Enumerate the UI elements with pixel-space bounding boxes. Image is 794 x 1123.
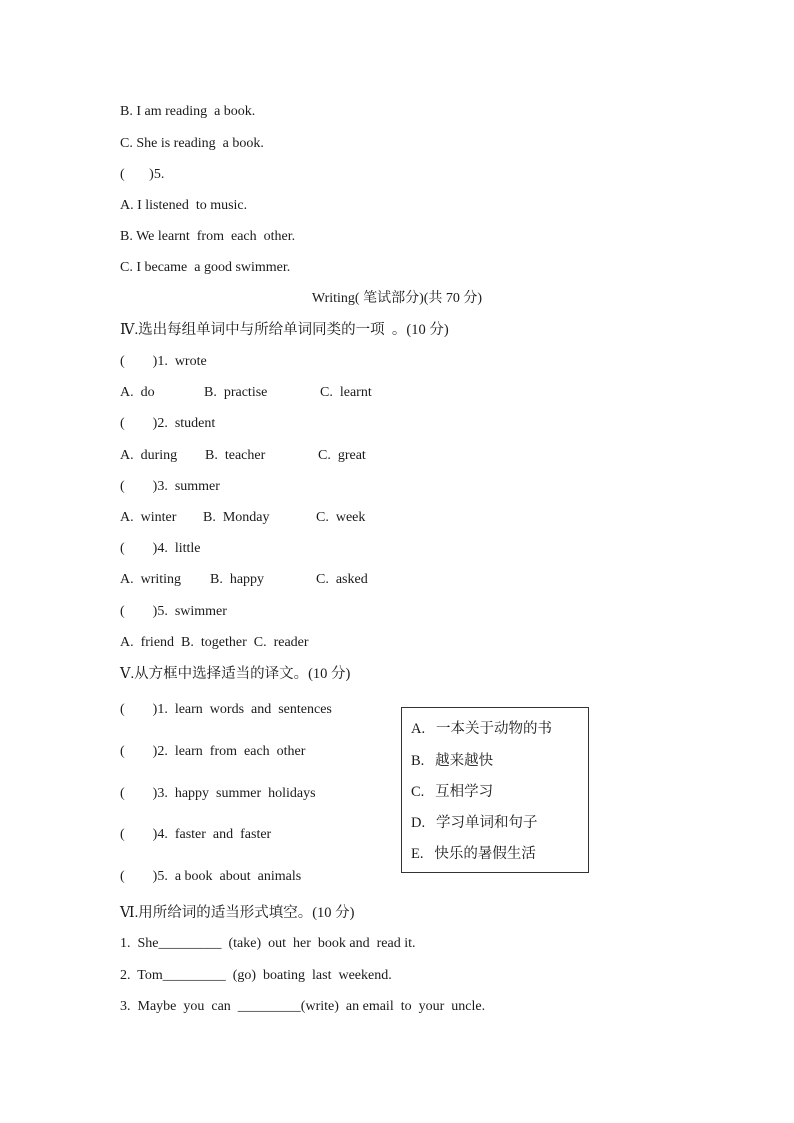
s4-q2-option-b: B. teacher	[205, 448, 266, 463]
s5-item-1: ( )1. learn words and sentences	[120, 702, 332, 717]
s6-item-3: 3. Maybe you can _________(write) an email to your uncle.	[120, 999, 486, 1014]
s4-question-5: ( )5. swimmer	[120, 604, 227, 619]
section-4-heading: Ⅳ.选出每组单词中与所给单词同类的一项 。(10 分)	[120, 322, 449, 338]
s5-item-4: ( )4. faster and faster	[120, 827, 272, 842]
s5-item-3: ( )3. happy summer holidays	[120, 786, 316, 801]
box-option-b: B. 越来越快	[411, 753, 494, 769]
s6-item-2: 2. Tom_________ (go) boating last weekend.	[120, 968, 392, 983]
s4-q2-option-c: C. great	[318, 448, 366, 463]
s4-q4-option-c: C. asked	[316, 572, 368, 587]
s4-q4-option-a: A. writing	[120, 572, 182, 587]
s4-q1-option-c: C. learnt	[320, 385, 372, 400]
question-5-number: ( )5.	[120, 167, 165, 182]
option-a-q5: A. I listened to music.	[120, 198, 248, 213]
s4-q3-option-b: B. Monday	[203, 510, 270, 525]
s4-question-2: ( )2. student	[120, 416, 216, 431]
s4-q1-option-a: A. do	[120, 385, 155, 400]
s4-q1-option-b: B. practise	[204, 385, 268, 400]
s4-q2-option-a: A. during	[120, 448, 178, 463]
box-option-a: A. 一本关于动物的书	[411, 721, 552, 737]
s4-question-1: ( )1. wrote	[120, 354, 207, 369]
s4-q4-option-b: B. happy	[210, 572, 265, 587]
box-option-d: D. 学习单词和句子	[411, 815, 538, 831]
s5-item-5: ( )5. a book about animals	[120, 869, 302, 884]
section-5-heading: Ⅴ.从方框中选择适当的译文。(10 分)	[120, 666, 351, 682]
s4-question-3: ( )3. summer	[120, 479, 220, 494]
s6-item-1: 1. She_________ (take) out her book and read it.	[120, 936, 416, 951]
s4-question-4: ( )4. little	[120, 541, 201, 556]
section-6-heading: Ⅵ.用所给词的适当形式填空。(10 分)	[120, 905, 355, 921]
option-b-q4: B. I am reading a book.	[120, 104, 256, 119]
translation-option-box	[401, 707, 589, 873]
box-option-e: E. 快乐的暑假生活	[411, 846, 536, 862]
s4-q5-options: A. friend B. together C. reader	[120, 635, 309, 650]
writing-section-title: Writing( 笔试部分)(共 70 分)	[311, 291, 483, 306]
box-option-c: C. 互相学习	[411, 784, 494, 800]
option-b-q5: B. We learnt from each other.	[120, 229, 296, 244]
s4-q3-option-c: C. week	[316, 510, 366, 525]
option-c-q5: C. I became a good swimmer.	[120, 260, 291, 275]
s4-q3-option-a: A. winter	[120, 510, 177, 525]
s5-item-2: ( )2. learn from each other	[120, 744, 306, 759]
option-c-q4: C. She is reading a book.	[120, 136, 264, 151]
